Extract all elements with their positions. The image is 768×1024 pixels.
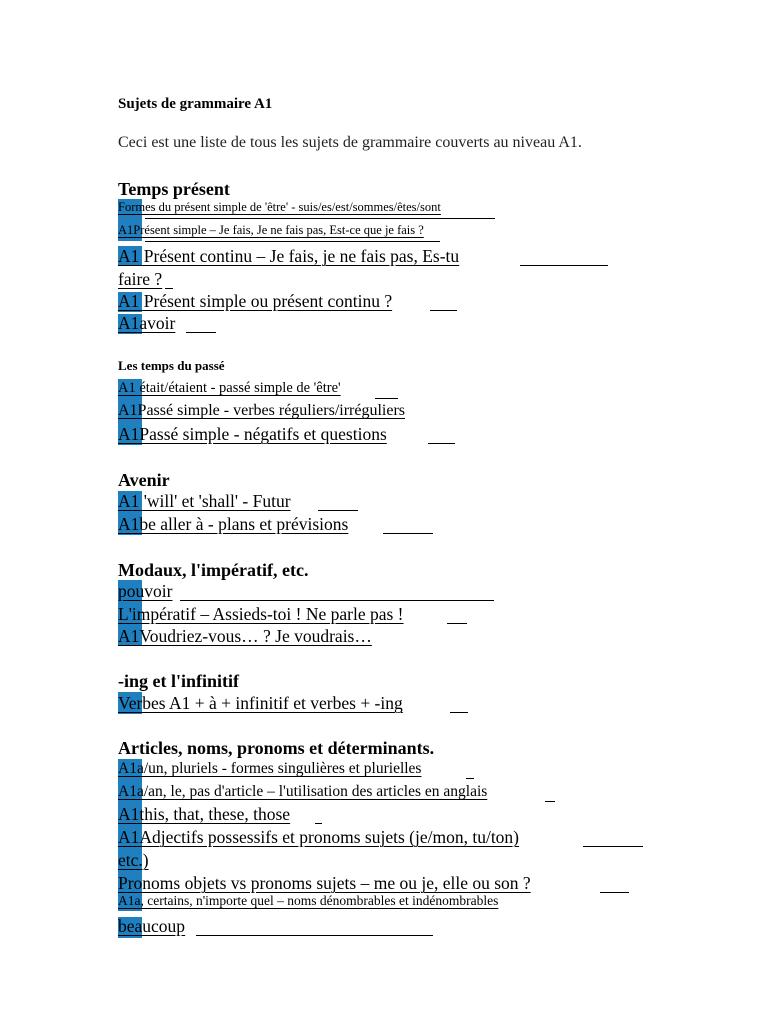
list-item[interactable]: A1Présent simple – Je fais, Je ne fais pas, Est-ce que je fais ? [118,223,424,237]
underline-rule [383,533,433,534]
list-item[interactable]: L'impératif – Assieds-toi ! Ne parle pas ! [118,604,404,624]
list-item[interactable]: A1 était/étaient - passé simple de 'être' [118,380,341,396]
section-heading-future: Avenir [118,470,170,490]
section-heading-past: Les temps du passé [118,358,225,373]
underline-rule [375,398,398,399]
underline-rule [583,846,643,847]
list-item[interactable]: Pronoms objets vs pronoms sujets – me ou je, elle ou son ? [118,873,531,893]
list-item[interactable]: pouvoir [118,581,173,601]
underline-rule [466,778,474,779]
list-item[interactable]: A1a/un, pluriels - formes singulières et plurielles [118,760,422,777]
list-item[interactable]: A1Passé simple - négatifs et questions [118,424,387,444]
list-item-continuation[interactable]: faire ? [118,269,163,289]
section-heading-modals: Modaux, l'impératif, etc. [118,560,309,580]
list-item[interactable]: A1Passé simple - verbes réguliers/irréguliers [118,402,406,419]
list-item[interactable]: A1 'will' et 'shall' - Futur [118,491,291,511]
list-item[interactable]: A1a, certains, n'importe quel – noms dénombrables et indénombrables [118,893,499,908]
list-item[interactable]: Verbes A1 + à + infinitif et verbes + -ing [118,693,403,713]
underline-rule [428,443,455,444]
underline-rule [545,801,555,802]
underline-rule [186,332,216,333]
underline-rule [196,935,433,936]
list-item[interactable]: A1Adjectifs possessifs et pronoms sujets (je/mon, tu/ton) [118,827,520,847]
list-item[interactable]: A1 Présent continu – Je fais, je ne fais pas, Es-tu [118,246,460,266]
list-item[interactable]: beaucoup [118,916,186,936]
section-heading-articles: Articles, noms, pronoms et déterminants. [118,738,435,758]
list-item-continuation[interactable]: etc.) [118,850,149,870]
intro-paragraph: Ceci est une liste de tous les sujets de grammaire couverts au niveau A1. [118,134,582,151]
list-item[interactable]: A1a/an, le, pas d'article – l'utilisation des articles en anglais [118,783,488,800]
underline-rule [318,510,358,511]
underline-rule [180,600,494,601]
section-heading-present: Temps présent [118,179,230,199]
underline-rule [145,218,495,219]
list-item[interactable]: Formes du présent simple de 'être' - suis/es/est/sommes/êtes/sont [118,200,441,214]
document-title: Sujets de grammaire A1 [118,96,273,112]
underline-rule [430,310,457,311]
list-item[interactable]: A1be aller à - plans et prévisions [118,514,349,534]
underline-rule [315,823,322,824]
underline-rule [520,265,608,266]
list-item[interactable]: A1Voudriez-vous… ? Je voudrais… [118,626,372,646]
underline-rule [450,712,468,713]
section-heading-ing-infinitive: -ing et l'infinitif [118,671,239,691]
list-item[interactable]: A1this, that, these, those [118,804,291,824]
list-item[interactable]: A1 Présent simple ou présent continu ? [118,291,393,311]
underline-rule [145,241,440,242]
underline-rule [447,623,467,624]
underline-rule [600,892,629,893]
list-item[interactable]: A1avoir [118,313,176,333]
underline-rule [165,288,173,289]
